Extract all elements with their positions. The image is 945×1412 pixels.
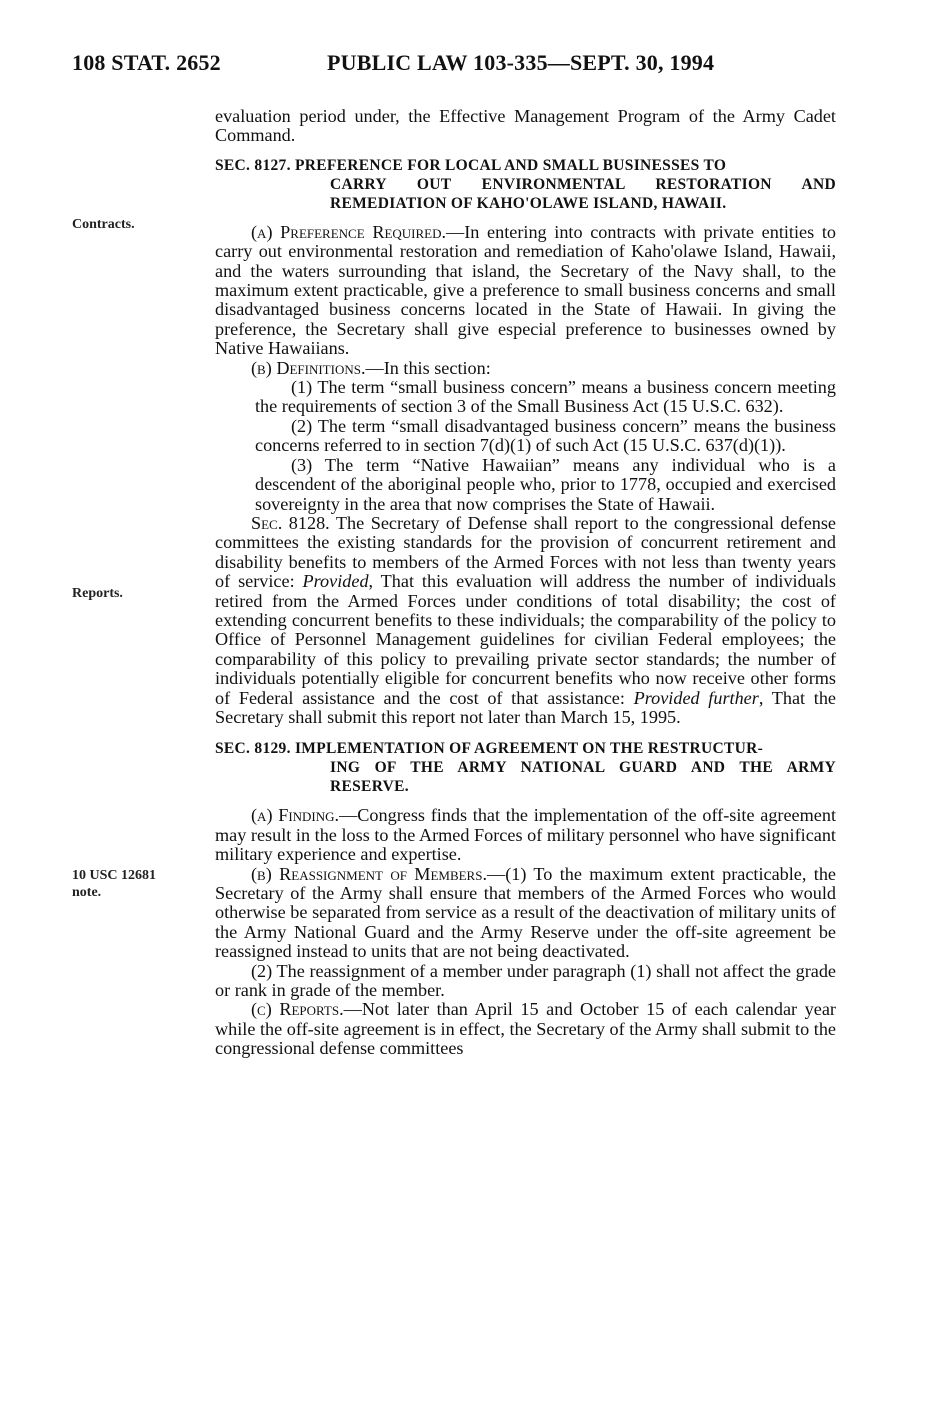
sec-8129-a-text: —Congress finds that the implementation of the off-site agreement may result in the loss to the Armed Forces of military personnel who have significant military experience and expertise. bbox=[215, 805, 836, 865]
carryover-paragraph: evaluation period under, the Effective Management Program of the Army Cadet Command. bbox=[215, 106, 836, 146]
sec-8129-b-label: (b) Reassignment of Members. bbox=[251, 863, 488, 884]
sec-8129-heading-cont: ING OF THE ARMY NATIONAL GUARD AND THE ARMY RESERVE. bbox=[330, 759, 836, 796]
sec-8127-b-label: (b) Definitions. bbox=[251, 357, 366, 378]
margin-note-contracts: Contracts. bbox=[72, 217, 135, 232]
sec-8127-b bbox=[215, 359, 836, 378]
sec-8129-a bbox=[215, 806, 836, 864]
margin-note-usc-line1: 10 USC 12681 bbox=[72, 868, 157, 883]
sec-8129-b bbox=[215, 865, 836, 962]
sec-8129-c-text: —Not later than April 15 and October 15 of each calendar year while the off-site agreement is in effect, the Secretary of the Army shall submit to the congressional defense committees bbox=[215, 999, 836, 1059]
sec-8129-heading-lead: SEC. 8129. IMPLEMENTATION OF AGREEMENT ON THE RESTRUCTUR- bbox=[215, 740, 764, 758]
margin-note-usc bbox=[72, 867, 156, 901]
sec-8127-b-text: —In this section: bbox=[365, 357, 491, 378]
sec-8129-b-text: —(1) To the maximum extent practicable, the Secretary of the Army shall ensure that members of the Armed Forces who would otherwise be separated from service as a result of the deactivation of military units of the Army National Guard and the Army Reserve under the off-site agreement be reassigned instead to units that are not being deactivated. bbox=[215, 863, 836, 962]
sec-8128-text1: The Secretary of Defense shall report to the congressional defense committees the existing standards for the provision of concurrent retirement and disability benefits to members of the Armed Forces with not less than twenty years of service: bbox=[215, 512, 837, 592]
sec-8128-text3: , That the Secretary shall submit this report not later than March 15, 1995. bbox=[215, 687, 836, 727]
sec-8127-a bbox=[215, 223, 836, 359]
sec-8128 bbox=[215, 514, 836, 727]
sec-8128-provided: Provided bbox=[302, 571, 369, 592]
sec-8127-heading-lead: SEC. 8127. PREFERENCE FOR LOCAL AND SMALL BUSINESSES TO bbox=[215, 156, 727, 174]
sec-8127-a-label: (a) Preference Required. bbox=[251, 221, 447, 242]
margin-note-usc-line2: note. bbox=[72, 885, 102, 900]
sec-8127-a-text: —In entering into contracts with private entities to carry out environmental restoration and remediation of Kaho'olawe Island, Hawaii, and the waters surrounding that island, the Secretary of the Navy shall, to the maximum extent practicable, give a preference to small business concerns and small disadvantaged business concerns located in the State of Hawaii. In giving the preference, the Secretary shall give especial preference to businesses owned by Native Hawaiians. bbox=[215, 221, 836, 359]
law-title: PUBLIC LAW 103-335—SEPT. 30, 1994 bbox=[327, 50, 715, 75]
margin-note-reports: Reports. bbox=[72, 586, 123, 601]
sec-8127-b2: (2) The term “small disadvantaged business concern” means the business concerns referred to in section 7(d)(1) of such Act (15 U.S.C. 637(d)(1)). bbox=[255, 415, 836, 456]
sec-8129-c-label: (c) Reports. bbox=[251, 999, 344, 1020]
sec-8127-b3: (3) The term “Native Hawaiian” means any individual who is a descendent of the aboriginal people who, prior to 1778, occupied and exercised sovereignty in the area that now comprises the State of Hawaii. bbox=[255, 454, 836, 514]
sec-8127-heading-cont: CARRY OUT ENVIRONMENTAL RESTORATION AND REMEDIATION OF KAHO'OLAWE ISLAND, HAWAII. bbox=[330, 175, 836, 212]
page-number: 108 STAT. 2652 bbox=[72, 50, 221, 75]
sec-8127-heading bbox=[215, 156, 836, 213]
body-top bbox=[215, 107, 836, 1059]
sec-8127-b1: (1) The term “small business concern” means a business concern meeting the requirements of section 3 of the Small Business Act (15 U.S.C. 632). bbox=[255, 377, 836, 417]
sec-8129-heading bbox=[215, 739, 836, 796]
sec-8128-provided-further: Provided further bbox=[633, 687, 759, 708]
sec-8129-a-label: (a) Finding. bbox=[251, 805, 340, 826]
sec-8129-c bbox=[215, 1000, 836, 1058]
sec-8129-b2: (2) The reassignment of a member under paragraph (1) shall not affect the grade or rank in grade of the member. bbox=[215, 960, 836, 1001]
sec-8128-text2: , That this evaluation will address the number of individuals retired from the Armed Forces under conditions of total disability; the cost of extending concurrent benefits to these individuals; the comparability of the policy to Office of Personnel Management guidelines for civilian Federal employees; the comparability of this policy to prevailing private sector standards; the number of individuals potentially eligible for concurrent benefits who now receive other forms of Federal assistance and the cost of that assistance: bbox=[215, 571, 836, 708]
sec-8128-label: Sec. 8128. bbox=[251, 512, 330, 533]
